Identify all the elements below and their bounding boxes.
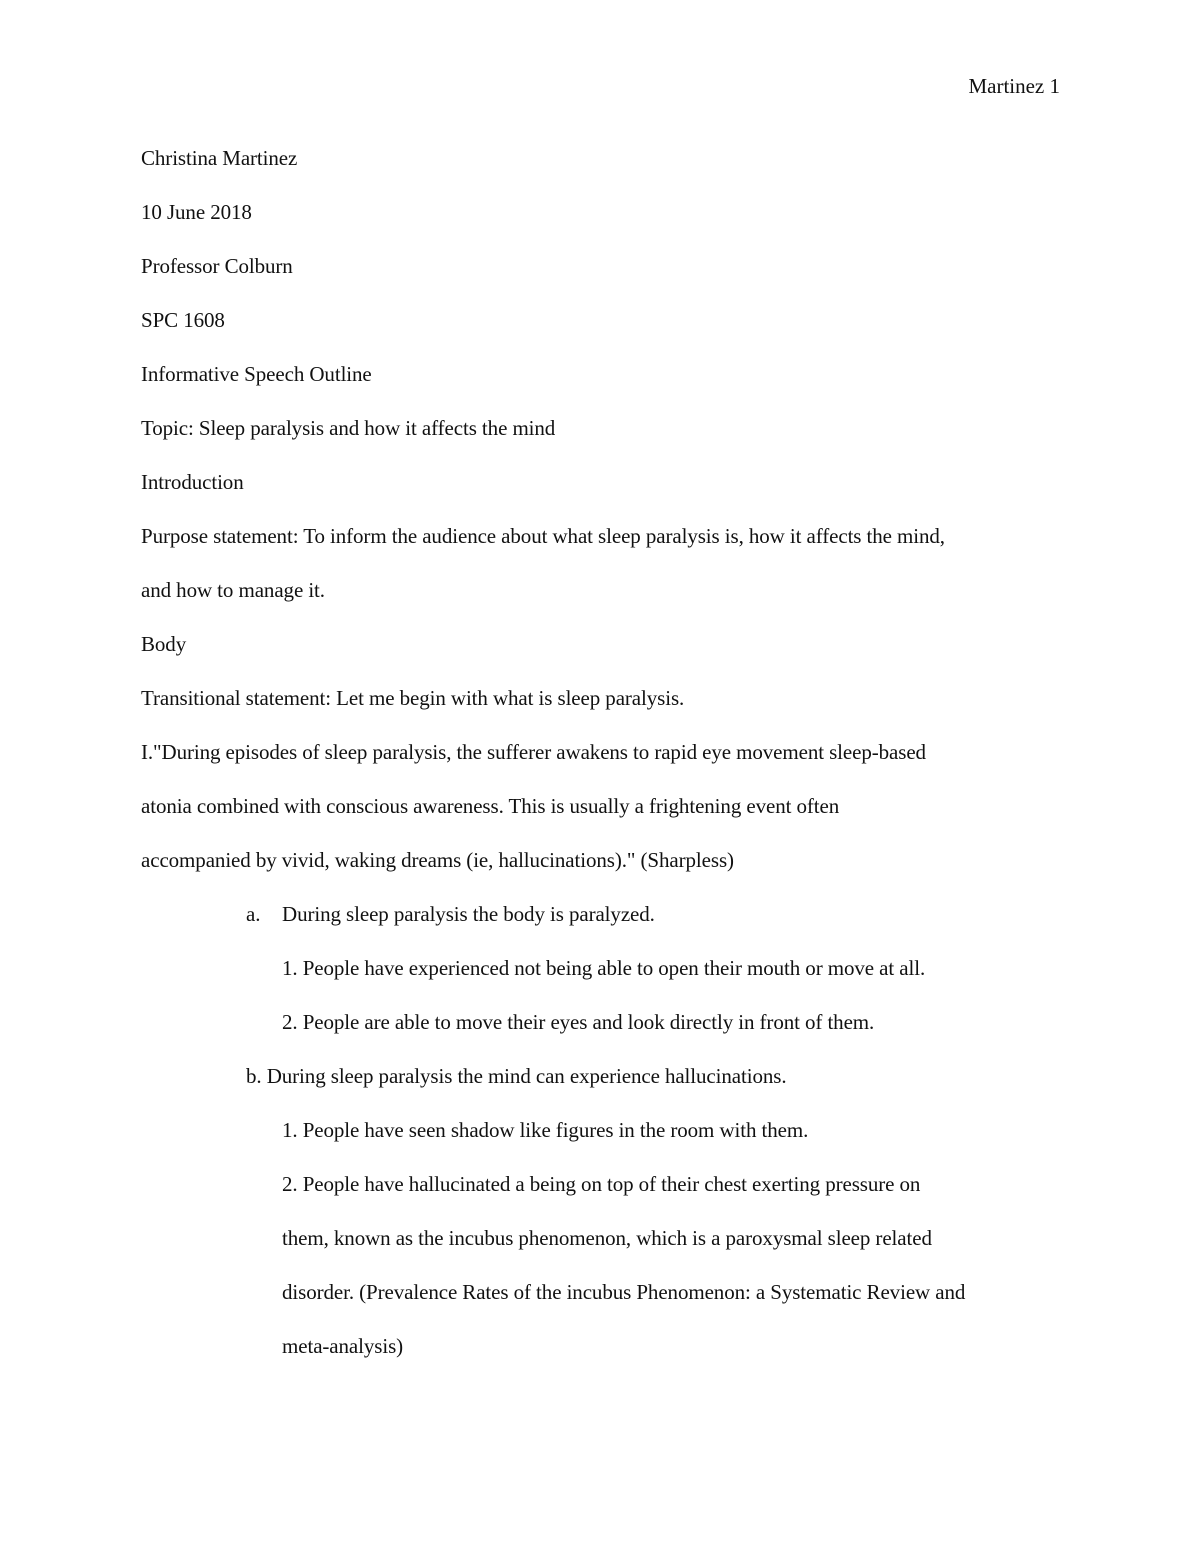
professor-name: Professor Colburn [141, 254, 293, 278]
topic-line: Topic: Sleep paralysis and how it affects the mind [141, 416, 556, 440]
sub-point-a: During sleep paralysis the body is paralyzed. [282, 902, 655, 926]
sub-point-item: meta-analysis) [282, 1334, 404, 1358]
date: 10 June 2018 [141, 200, 252, 224]
course-code: SPC 1608 [141, 308, 225, 332]
sub-point-item: 1. People have experienced not being able to open their mouth or move at all. [282, 956, 926, 980]
sub-point-item: them, known as the incubus phenomenon, which is a paroxysmal sleep related [282, 1226, 932, 1250]
sub-point-item: 2. People are able to move their eyes and look directly in front of them. [282, 1010, 875, 1034]
sub-point-item: 2. People have hallucinated a being on top of their chest exerting pressure on [282, 1172, 921, 1196]
body-heading: Body [141, 632, 187, 656]
assignment-title: Informative Speech Outline [141, 362, 372, 386]
transitional-statement: Transitional statement: Let me begin with what is sleep paralysis. [141, 686, 685, 710]
sub-point-item: disorder. (Prevalence Rates of the incubus Phenomenon: a Systematic Review and [282, 1280, 966, 1304]
purpose-statement-line: Purpose statement: To inform the audience about what sleep paralysis is, how it affects the mind, [141, 524, 945, 548]
author-name: Christina Martinez [141, 146, 298, 170]
introduction-heading: Introduction [141, 470, 244, 494]
page-header: Martinez 1 [968, 74, 1060, 98]
sub-point-item: 1. People have seen shadow like figures in the room with them. [282, 1118, 809, 1142]
sub-point-marker: a. [246, 902, 261, 926]
sub-point-b: b. During sleep paralysis the mind can experience hallucinations. [246, 1064, 787, 1088]
main-point-line: I."During episodes of sleep paralysis, the sufferer awakens to rapid eye movement sleep-based [141, 740, 926, 764]
main-point-line: accompanied by vivid, waking dreams (ie, hallucinations)." (Sharpless) [141, 848, 734, 872]
purpose-statement-line: and how to manage it. [141, 578, 325, 602]
main-point-line: atonia combined with conscious awareness. This is usually a frightening event often [141, 794, 840, 818]
